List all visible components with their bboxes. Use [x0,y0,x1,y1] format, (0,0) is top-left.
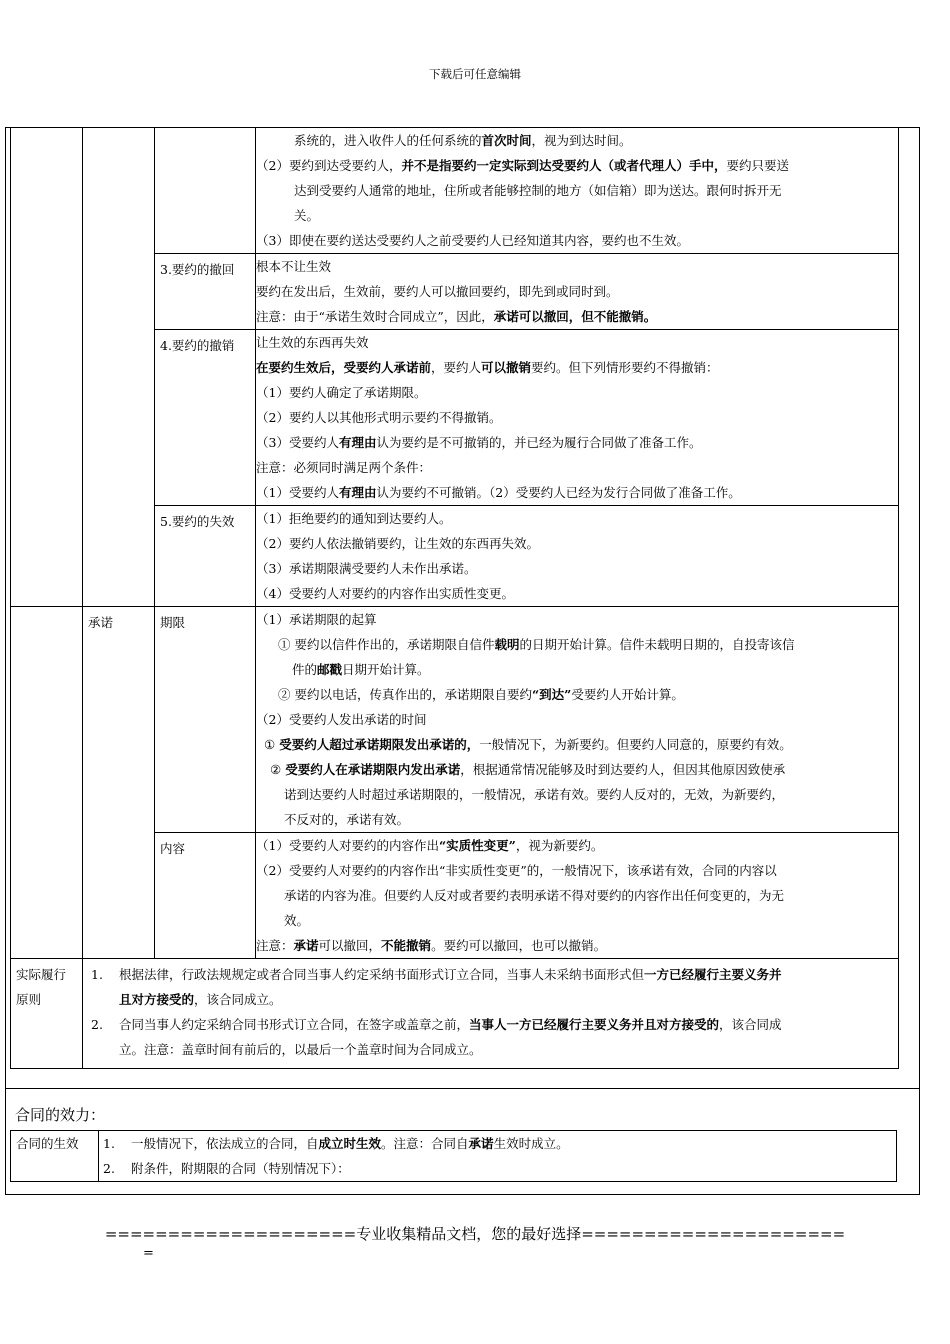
table-row [11,959,899,1069]
table-row [11,128,899,254]
row-label: 合同的生效 [11,1131,99,1182]
text: （3）承诺期限满受要约人未作出承诺。 [256,561,477,576]
text: 有理由 [338,485,377,500]
section-divider [5,1088,920,1089]
text: 可以撤销 [481,360,532,375]
text: ① [264,737,280,752]
text: 让生效的东西再失效 [256,335,369,350]
text: 立。注意：盖章时间有前后的，以最后一个盖章时间为合同成立。 [119,1042,482,1057]
page-footer: ====================专业收集精品文档，您的最好选择===================== [104,1225,846,1243]
page-footer-tail: = [143,1246,154,1261]
text: ，视为新要约。 [515,838,604,853]
text: 承诺可以撤回，但不能撤销。 [493,309,657,324]
text: 系统的，进入收件人的任何系统的 [294,133,482,148]
text: 承诺的内容为准。但要约人反对或者要约表明承诺不得对要约的内容作出任何变更的，为无 [284,888,785,903]
content-cell [256,254,899,330]
text: （1）承诺期限的起算 [256,612,377,627]
text: 要约在发出后，生效前，要约人可以撤回要约，即先到或同时到。 [256,284,619,299]
text: 。要约可以撤回，也可以撤销。 [431,938,607,953]
text: 诺到达要约人时超过承诺期限的，一般情况，承诺有效。要约人反对的，无效，为新要约， [284,787,785,802]
text: （2）要约到达受要约人， [256,158,402,173]
content-cell [256,833,899,959]
text: 载明 [494,637,520,652]
text: （2）要约人以其他形式明示要约不得撤销。 [256,410,502,425]
row-label: 5.要约的失效 [155,506,256,607]
text: （3）受要约人 [256,435,339,450]
text: 日期开始计算。 [342,662,430,677]
list-number: 2. [91,1017,103,1032]
text: 效。 [284,913,310,928]
text: 不能撤销 [381,938,432,953]
text: （1）要约人确定了承诺期限。 [256,385,427,400]
text: 一般情况下，依法成立的合同，自 [131,1136,319,1151]
content-cell [256,330,899,506]
text: 合同当事人约定采纳合同书形式订立合同，在签字或盖章之前， [119,1017,470,1032]
text: 的日期开始计算。信件未载明日期的，自投寄该信 [519,637,795,652]
text: （2）受要约人发出承诺的时间 [256,712,427,727]
group-cell-empty [11,128,83,607]
text: “到达” [531,687,572,702]
text: 要约。但下列情形要约不得撤销： [531,360,719,375]
text: 认为要约是不可撤销的，并已经为履行合同做了准备工作。 [376,435,702,450]
list-number: 1. [91,967,103,982]
text: 在要约生效后，受要约人承诺前 [256,360,432,375]
label-cell [155,128,256,254]
text: ① 要约以信件作出的，承诺期限自信件 [278,637,495,652]
text: 要约只要送 [726,158,789,173]
section-title: 合同的效力： [15,1106,106,1124]
text: 承诺 [293,938,319,953]
list-number: 2. [103,1161,115,1176]
text: 关。 [294,208,320,223]
row-label: 4.要约的撤销 [155,330,256,506]
content-cell [83,959,899,1069]
content-cell [99,1131,897,1182]
page-header: 下载后可任意编辑 [429,67,521,81]
text: 附条件，附期限的合同（特别情况下）： [131,1161,350,1176]
text: 件的 [292,662,318,677]
content-cell [256,607,899,833]
text: 根本不让生效 [256,259,332,274]
text: 可以撤回， [318,938,382,953]
text: 认为要约不可撤销。（2）受要约人已经为发行合同做了准备工作。 [376,485,741,500]
text: （1）拒绝要约的通知到达要约人。 [256,511,452,526]
row-label: 期限 [155,607,256,833]
text: 生效时成立。 [493,1136,569,1151]
text: （4）受要约人对要约的内容作出实质性变更。 [256,586,514,601]
text: （1）受要约人对要约的内容作出 [256,838,439,853]
table-row [11,1131,897,1182]
text: 首次时间 [481,133,532,148]
text: 有理由 [338,435,377,450]
table-row [11,607,899,833]
group-cell-empty [11,607,83,959]
text: ② [270,762,286,777]
text: 一般情况下，为新要约。但要约人同意的，原要约有效。 [479,737,792,752]
text: 注意：必须同时满足两个条件： [256,460,432,475]
row-label: 内容 [155,833,256,959]
text: 受要约人开始计算。 [571,687,684,702]
text: 注意：由于“承诺生效时合同成立”，因此， [256,309,494,324]
row-label: 实际履行原则 [11,959,83,1069]
text: 根据法律，行政法规规定或者合同当事人约定采纳书面形式订立合同，当事人未采纳书面形式但 [119,967,645,982]
text: “实质性变更” [438,838,516,853]
text: 受要约人在承诺期限内发出承诺 [285,762,461,777]
text: （2）要约人依法撤销要约，让生效的东西再失效。 [256,536,539,551]
content-cell [256,128,899,254]
text: 并不是指要约一定实际到达受要约人（或者代理人）手中， [401,158,727,173]
text: 邮戳 [317,662,343,677]
text: （2）受要约人对要约的内容作出“非实质性变更”的，一般情况下，该承诺有效，合同的内容以 [256,863,777,878]
group-label: 承诺 [83,607,155,959]
text: ，要约人 [431,360,482,375]
text: ，根据通常情况能够及时到达要约人，但因其他原因致使承 [460,762,786,777]
text: ，该合同成 [719,1017,782,1032]
content-cell [256,506,899,607]
text: 注意： [256,938,294,953]
text: （1）受要约人 [256,485,339,500]
text: 当事人一方已经履行主要义务并且对方接受的 [469,1017,720,1032]
list-number: 1. [103,1136,115,1151]
text: 成立时生效 [318,1136,382,1151]
row-label: 3.要约的撤回 [155,254,256,330]
text: 达到受要约人通常的地址，住所或者能够控制的地方（如信箱）即为送达。跟何时拆开无 [294,183,782,198]
text: ，该合同成立。 [194,992,282,1007]
text: ，视为到达时间。 [531,133,632,148]
text: 受要约人超过承诺期限发出承诺的， [279,737,480,752]
text: 承诺 [468,1136,494,1151]
text: 且对方接受的 [119,992,195,1007]
text: ② 要约以电话，传真作出的，承诺期限自要约 [278,687,532,702]
group-cell-empty [83,128,155,607]
text: 。注意：合同自 [381,1136,469,1151]
text: （3）即使在要约送达受要约人之前受要约人已经知道其内容，要约也不生效。 [256,233,689,248]
effect-table [10,1130,897,1182]
text: 不反对的，承诺有效。 [284,812,410,827]
contract-table [10,127,899,1069]
text: 一方已经履行主要义务并 [644,967,782,982]
